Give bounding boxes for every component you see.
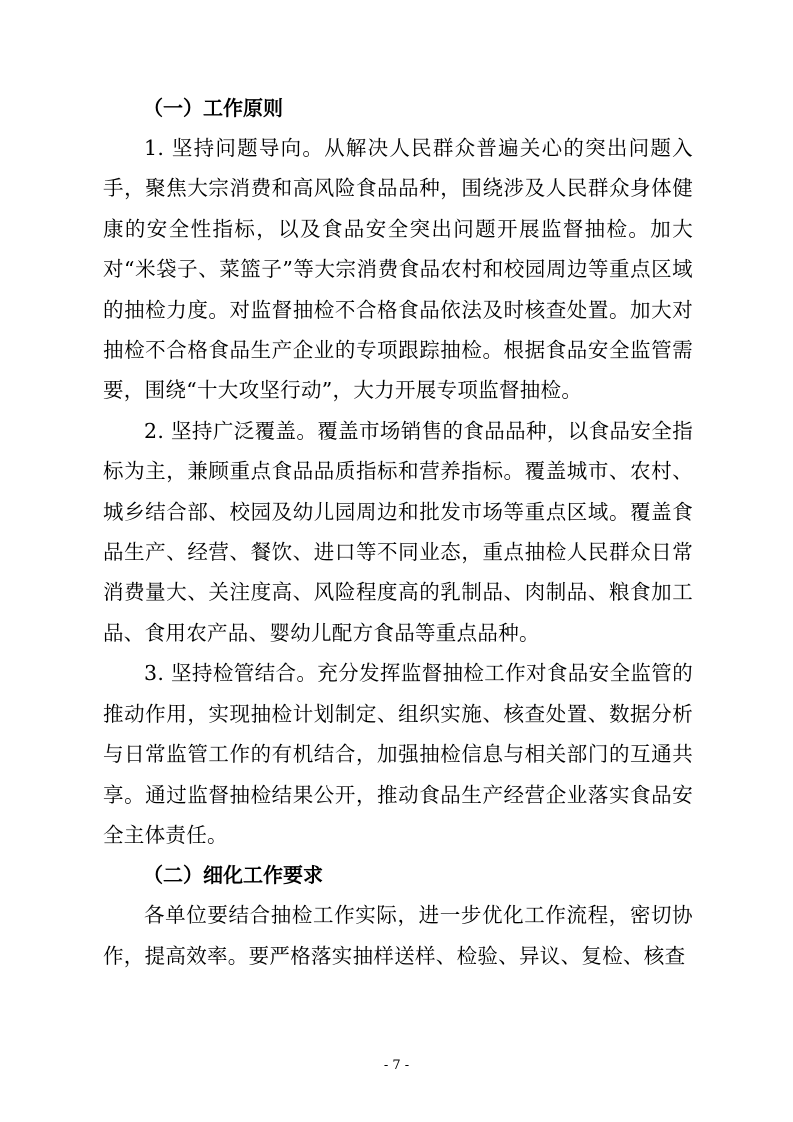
section-heading-work-requirements: （二）细化工作要求 (143, 863, 323, 888)
paragraph-inspection-supervision: 3. 坚持检管结合。充分发挥监督抽检工作对食品安全监管的推动作用，实现抽检计划制定、组织实施、核查处置、数据分析与日常监管工作的有机结合，加强抽检信息与相关部门的互通共享。通过监督抽检结果公开，推动食品生产经营企业落实食品安全主体责任。 (103, 661, 693, 847)
page-number: - 7 - (383, 1058, 410, 1073)
section-heading-work-principles: （一）工作原则 (143, 96, 283, 120)
paragraph-broad-coverage: 2. 坚持广泛覆盖。覆盖市场销售的食品品种，以食品安全指标为主，兼顾重点食品品质指标和营养指标。覆盖城市、农村、城乡结合部、校园及幼儿园周边和批发市场等重点区域。覆盖食品生产、经营、餐饮、进口等不同业态，重点抽检人民群众日常消费量大、关注度高、风险程度高的乳制品、肉制品、粮食加工品、食用农产品、婴幼儿配方食品等重点品种。 (103, 418, 693, 645)
paragraph-requirements: 各单位要结合抽检工作实际，进一步优化工作流程，密切协作，提高效率。要严格落实抽样送样、检验、异议、复检、核查 (103, 903, 693, 968)
document-body (103, 88, 693, 976)
paragraph-problem-oriented: 1. 坚持问题导向。从解决人民群众普遍关心的突出问题入手，聚焦大宗消费和高风险食品品种，围绕涉及人民群众身体健康的安全性指标，以及食品安全突出问题开展监督抽检。加大对“米袋子、菜篮子”等大宗消费食品农村和校园周边等重点区域的抽检力度。对监督抽检不合格食品依法及时核查处置。加大对抽检不合格食品生产企业的专项跟踪抽检。根据食品安全监管需要，围绕“十大攻坚行动”，大力开展专项监督抽检。 (103, 136, 693, 403)
